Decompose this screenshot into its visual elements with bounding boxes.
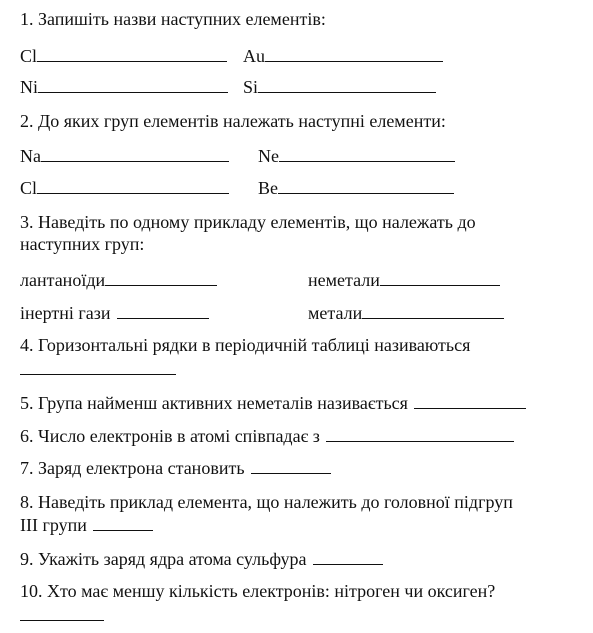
q3-item-lanthanoids [20, 269, 217, 291]
q2-item-na [20, 145, 229, 167]
q1-item-label: Si [243, 77, 259, 97]
q2-item-label: Ne [258, 146, 279, 166]
question-2-text: 2. До яких груп елементів належать наступні елементи: [20, 111, 446, 131]
q3-item-metals [308, 302, 504, 324]
question-1-text: 1. Запишіть назви наступних елементів: [20, 9, 326, 29]
question-6-label: 6. Число електронів в атомі співпадає з [20, 426, 320, 446]
q2-item-label: Na [20, 146, 41, 166]
q2-item-be [258, 177, 454, 199]
question-3-text: 3. Наведіть по одному прикладу елементів, що належать до [20, 212, 476, 232]
answer-blank[interactable] [20, 604, 104, 621]
question-9-text [20, 548, 383, 570]
q2-item-ne [258, 145, 455, 167]
question-3-text-cont: наступних груп: [20, 234, 145, 254]
question-10-text: 10. Хто має меншу кількість електронів: нітроген чи оксиген? [20, 581, 496, 601]
question-5-label: 5. Група найменш активних неметалів називається [20, 393, 408, 413]
question-9-label: 9. Укажіть заряд ядра атома сульфура [20, 549, 307, 569]
answer-blank[interactable] [117, 302, 209, 319]
question-8-text-cont [20, 514, 153, 536]
q3-item-label: інертні гази [20, 303, 111, 323]
q1-item-ni [20, 76, 228, 98]
answer-blank[interactable] [93, 514, 153, 531]
q1-item-au [243, 45, 443, 67]
question-8-text: 8. Наведіть приклад елемента, що належить до головної підгруп [20, 492, 513, 512]
q2-item-label: Cl [20, 178, 38, 198]
answer-blank[interactable] [279, 145, 455, 162]
question-5-text [20, 392, 526, 414]
answer-blank[interactable] [37, 45, 227, 62]
question-7-label: 7. Заряд електрона становить [20, 458, 245, 478]
q1-item-label: Ni [20, 77, 38, 97]
answer-blank[interactable] [20, 358, 176, 375]
answer-blank[interactable] [326, 425, 514, 442]
q2-item-label: Be [258, 178, 278, 198]
answer-blank[interactable] [414, 392, 526, 409]
answer-blank[interactable] [38, 76, 228, 93]
q1-item-cl [20, 45, 227, 67]
q3-item-label: метали [308, 303, 363, 323]
q1-item-si [243, 76, 436, 98]
answer-blank[interactable] [258, 76, 436, 93]
q3-item-label: неметали [308, 270, 380, 290]
answer-blank[interactable] [313, 548, 383, 565]
answer-blank[interactable] [37, 177, 229, 194]
question-7-text [20, 457, 331, 479]
q1-item-label: Cl [20, 46, 38, 66]
question-6-text [20, 425, 514, 447]
answer-blank[interactable] [362, 302, 504, 319]
q10-answer-line [20, 604, 104, 626]
q4-answer-line [20, 358, 176, 380]
q2-item-cl [20, 177, 229, 199]
question-8-label-cont: ІІІ групи [20, 515, 87, 535]
q3-item-label: лантаноїди [20, 270, 106, 290]
answer-blank[interactable] [105, 269, 217, 286]
q3-item-inert-gases [20, 302, 209, 324]
answer-blank[interactable] [278, 177, 454, 194]
answer-blank[interactable] [41, 145, 229, 162]
q1-item-label: Au [243, 46, 265, 66]
answer-blank[interactable] [380, 269, 500, 286]
question-4-text: 4. Горизонтальні рядки в періодичній таблиці називаються [20, 335, 471, 355]
answer-blank[interactable] [251, 457, 331, 474]
answer-blank[interactable] [265, 45, 443, 62]
q3-item-nonmetals [308, 269, 500, 291]
